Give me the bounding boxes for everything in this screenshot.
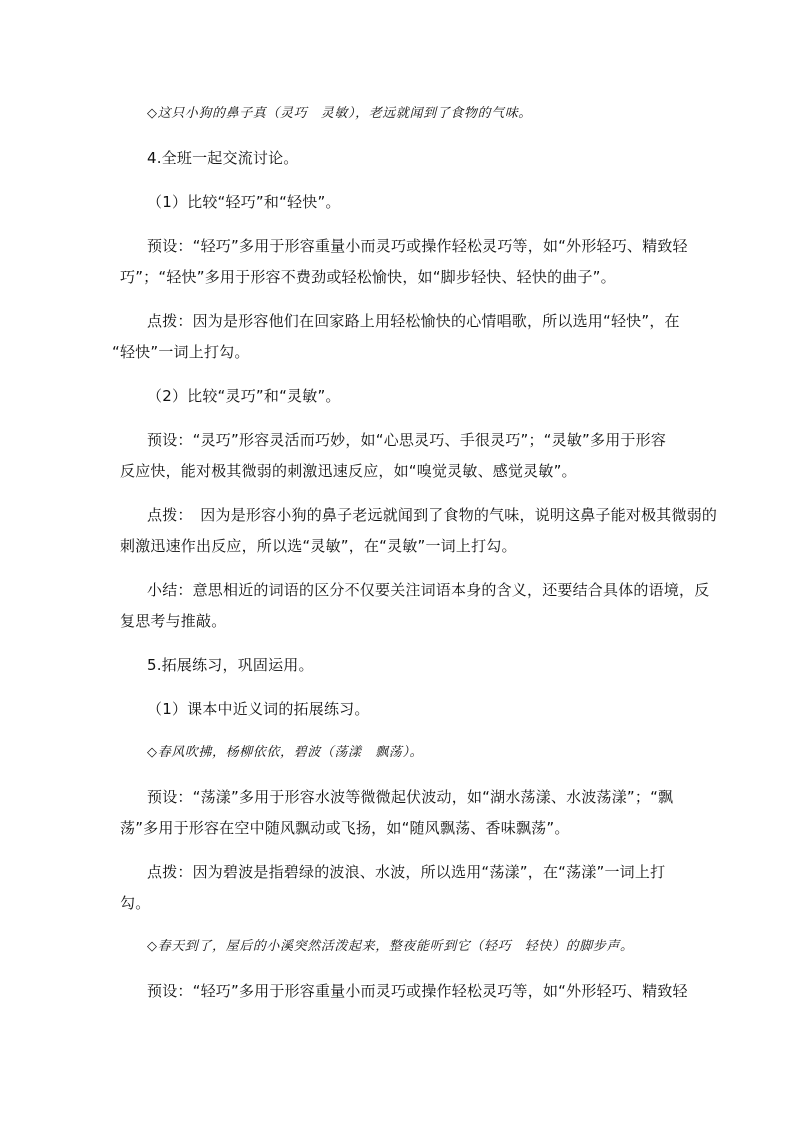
paragraph-line: 预设：“灵巧”形容灵活而巧妙，如“心思灵巧、手很灵巧”；“灵敏”多用于形容 [147, 431, 667, 449]
example-sentence-1: ◇这只小狗的鼻子真（灵巧 灵敏），老远就闻到了食物的气味。 [147, 106, 532, 121]
paragraph-line: 预设：“荡漾”多用于形容水波等微微起伏波动，如“湖水荡漾、水波荡漾”；“飘 [147, 788, 674, 806]
paragraph-line: 点拨：因为碧波是指碧绿的波浪、水波，所以选用“荡漾”，在“荡漾”一词上打 [147, 863, 666, 881]
paragraph-line: 刺激迅速作出反应，所以选“灵敏”，在“灵敏”一词上打勾。 [120, 537, 517, 555]
subheading-compare-1: （1）比较“轻巧”和“轻快”。 [147, 193, 341, 211]
example-sentence-2: ◇春风吹拂，杨柳依依，碧波（荡漾 飘荡）。 [147, 745, 424, 760]
paragraph-line: 预设：“轻巧”多用于形容重量小而灵巧或操作轻松灵巧等，如“外形轻巧、精致轻 [147, 982, 688, 1000]
paragraph-line: 荡”多用于形容在空中随风飘动或飞扬，如“随风飘荡、香味飘荡”。 [120, 819, 570, 837]
summary-line: 小结：意思相近的词语的区分不仅要关注词语本身的含义，还要结合具体的语境，反 [147, 581, 710, 599]
section-heading-5: 5.拓展练习，巩固运用。 [147, 656, 314, 674]
subheading-compare-2: （2）比较“灵巧”和“灵敏”。 [147, 387, 341, 405]
paragraph-line: 勾。 [120, 894, 151, 912]
example-sentence-3: ◇春天到了，屋后的小溪突然活泼起来，整夜能听到它（轻巧 轻快）的脚步声。 [147, 939, 634, 954]
paragraph-line: 预设：“轻巧”多用于形容重量小而灵巧或操作轻松灵巧等，如“外形轻巧、精致轻 [147, 237, 688, 255]
paragraph-line: 点拨： 因为是形容小狗的鼻子老远就闻到了食物的气味，说明这鼻子能对极其微弱的 [147, 506, 718, 524]
paragraph-line: 反应快，能对极其微弱的刺激迅速反应，如“嗅觉灵敏、感觉灵敏”。 [120, 462, 577, 480]
paragraph-line: “轻快”一词上打勾。 [112, 343, 250, 361]
section-heading-4: 4.全班一起交流讨论。 [147, 149, 299, 167]
subheading-exercise: （1）课本中近义词的拓展练习。 [147, 700, 370, 718]
paragraph-line: 点拨：因为是形容他们在回家路上用轻松愉快的心情唱歌，所以选用“轻快”，在 [147, 312, 680, 330]
summary-line: 复思考与推敲。 [120, 612, 227, 630]
paragraph-line: 巧”；“轻快”多用于形容不费劲或轻松愉快，如“脚步轻快、轻快的曲子”。 [120, 268, 616, 286]
